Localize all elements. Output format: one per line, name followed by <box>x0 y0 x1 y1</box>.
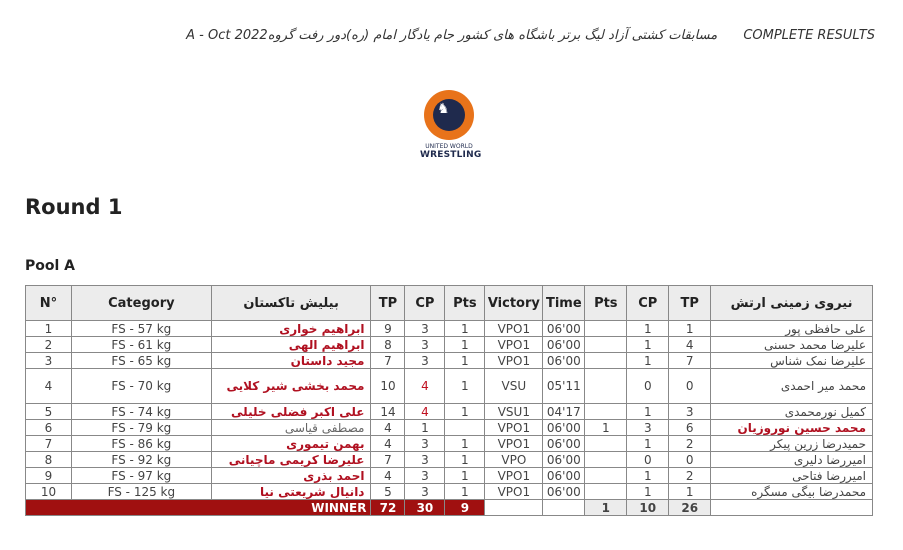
row-pts-right <box>585 484 627 500</box>
row-wrestler-left: بهمن تیموری <box>211 436 371 452</box>
row-number: 8 <box>26 452 72 468</box>
row-tp-right: 6 <box>669 420 711 436</box>
col-cp-right: CP <box>627 286 669 321</box>
row-number: 7 <box>26 436 72 452</box>
row-tp-right: 2 <box>669 468 711 484</box>
total-pts-left: 9 <box>445 500 485 516</box>
col-category: Category <box>71 286 211 321</box>
row-cp-right: 1 <box>627 484 669 500</box>
logo-line2: WRESTLING <box>420 150 482 160</box>
row-wrestler-left: دانیال شریعتی نیا <box>211 484 371 500</box>
row-cp-left: 3 <box>405 452 445 468</box>
col-time: Time <box>543 286 585 321</box>
table-row <box>26 484 873 500</box>
col-team-left: بیلیش تاکستان <box>211 286 371 321</box>
col-pts-right: Pts <box>585 286 627 321</box>
row-category: FS - 79 kg <box>71 420 211 436</box>
row-pts-left: 1 <box>445 337 485 353</box>
row-pts-right <box>585 404 627 420</box>
col-tp-right: TP <box>669 286 711 321</box>
row-category: FS - 125 kg <box>71 484 211 500</box>
row-category: FS - 57 kg <box>71 321 211 337</box>
totals-row <box>26 500 873 516</box>
row-wrestler-left: مصطفی قیاسی <box>211 420 371 436</box>
row-time: 06'00 <box>543 337 585 353</box>
table-row <box>26 321 873 337</box>
row-tp-left: 4 <box>371 436 405 452</box>
row-wrestler-left: ابراهیم الهی <box>211 337 371 353</box>
row-tp-right: 3 <box>669 404 711 420</box>
total-blank-victory <box>485 500 543 516</box>
row-time: 06'00 <box>543 436 585 452</box>
col-cp-left: CP <box>405 286 445 321</box>
table-row <box>26 337 873 353</box>
winner-label: WINNER <box>26 500 371 516</box>
row-tp-right: 4 <box>669 337 711 353</box>
logo-line1: UNITED WORLD <box>425 143 473 150</box>
row-pts-right <box>585 369 627 404</box>
row-pts-left: 1 <box>445 353 485 369</box>
row-time: 06'00 <box>543 321 585 337</box>
col-team-right: نیروی زمینی ارتش <box>711 286 873 321</box>
row-cp-right: 1 <box>627 353 669 369</box>
row-pts-right <box>585 337 627 353</box>
total-tp-left: 72 <box>371 500 405 516</box>
row-number: 4 <box>26 369 72 404</box>
row-cp-left: 3 <box>405 484 445 500</box>
row-tp-left: 4 <box>371 468 405 484</box>
table-row <box>26 452 873 468</box>
row-wrestler-left: علی اکبر فضلی خلیلی <box>211 404 371 420</box>
row-wrestler-left: مجید داستان <box>211 353 371 369</box>
row-wrestler-right: امیررضا دلیری <box>711 452 873 468</box>
row-tp-right: 1 <box>669 484 711 500</box>
row-cp-right: 0 <box>627 452 669 468</box>
row-category: FS - 74 kg <box>71 404 211 420</box>
row-cp-left: 4 <box>405 404 445 420</box>
row-tp-left: 9 <box>371 321 405 337</box>
table-row <box>26 436 873 452</box>
row-victory: VPO1 <box>485 436 543 452</box>
row-wrestler-right: علیرضا نمک شناس <box>711 353 873 369</box>
row-cp-right: 1 <box>627 468 669 484</box>
uww-logo <box>420 90 482 160</box>
row-wrestler-right: محمد میر احمدی <box>711 369 873 404</box>
row-category: FS - 86 kg <box>71 436 211 452</box>
row-cp-left: 3 <box>405 337 445 353</box>
row-number: 1 <box>26 321 72 337</box>
row-wrestler-right: محمدرضا بیگی مسگره <box>711 484 873 500</box>
table-row <box>26 369 873 404</box>
row-time: 06'00 <box>543 353 585 369</box>
row-victory: VPO1 <box>485 468 543 484</box>
row-time: 06'00 <box>543 420 585 436</box>
row-wrestler-right: کمیل نورمحمدی <box>711 404 873 420</box>
row-tp-left: 14 <box>371 404 405 420</box>
row-wrestler-left: احمد بذری <box>211 468 371 484</box>
row-tp-left: 4 <box>371 420 405 436</box>
row-number: 10 <box>26 484 72 500</box>
row-time: 05'11 <box>543 369 585 404</box>
row-victory: VPO1 <box>485 353 543 369</box>
row-victory: VPO1 <box>485 420 543 436</box>
row-pts-left: 1 <box>445 484 485 500</box>
row-pts-right <box>585 436 627 452</box>
row-tp-right: 0 <box>669 369 711 404</box>
table-row <box>26 353 873 369</box>
row-pts-left: 1 <box>445 404 485 420</box>
total-blank-team <box>711 500 873 516</box>
row-cp-left: 1 <box>405 420 445 436</box>
row-pts-right <box>585 468 627 484</box>
row-cp-right: 1 <box>627 321 669 337</box>
row-category: FS - 92 kg <box>71 452 211 468</box>
col-number: N° <box>26 286 72 321</box>
row-time: 04'17 <box>543 404 585 420</box>
table-row <box>26 468 873 484</box>
row-category: FS - 61 kg <box>71 337 211 353</box>
row-pts-right <box>585 321 627 337</box>
table-row <box>26 404 873 420</box>
row-pts-right <box>585 353 627 369</box>
row-cp-right: 1 <box>627 337 669 353</box>
row-wrestler-right: علیرضا محمد حسنی <box>711 337 873 353</box>
row-tp-left: 8 <box>371 337 405 353</box>
row-pts-left: 1 <box>445 468 485 484</box>
round-title: Round 1 <box>25 195 123 219</box>
header-row <box>26 286 873 321</box>
row-wrestler-left: محمد بخشی شیر کلایی <box>211 369 371 404</box>
row-victory: VPO1 <box>485 321 543 337</box>
row-wrestler-left: ابراهیم خواری <box>211 321 371 337</box>
total-pts-right: 1 <box>585 500 627 516</box>
row-tp-left: 7 <box>371 353 405 369</box>
row-cp-left: 3 <box>405 468 445 484</box>
row-pts-right: 1 <box>585 420 627 436</box>
row-tp-right: 7 <box>669 353 711 369</box>
col-victory: Victory <box>485 286 543 321</box>
row-pts-right <box>585 452 627 468</box>
total-tp-right: 26 <box>669 500 711 516</box>
row-category: FS - 97 kg <box>71 468 211 484</box>
row-cp-right: 3 <box>627 420 669 436</box>
row-pts-left <box>445 420 485 436</box>
row-cp-right: 1 <box>627 436 669 452</box>
row-victory: VPO1 <box>485 484 543 500</box>
row-number: 9 <box>26 468 72 484</box>
row-cp-left: 4 <box>405 369 445 404</box>
row-wrestler-right: علی حافظی پور <box>711 321 873 337</box>
row-tp-left: 10 <box>371 369 405 404</box>
row-pts-left: 1 <box>445 436 485 452</box>
row-victory: VSU1 <box>485 404 543 420</box>
page-header <box>186 28 875 43</box>
row-cp-right: 1 <box>627 404 669 420</box>
row-cp-right: 0 <box>627 369 669 404</box>
row-number: 6 <box>26 420 72 436</box>
col-pts-left: Pts <box>445 286 485 321</box>
row-pts-left: 1 <box>445 321 485 337</box>
row-time: 06'00 <box>543 468 585 484</box>
row-number: 2 <box>26 337 72 353</box>
total-blank-time <box>543 500 585 516</box>
total-cp-left: 30 <box>405 500 445 516</box>
row-tp-right: 0 <box>669 452 711 468</box>
row-wrestler-right: امیررضا فتاحی <box>711 468 873 484</box>
total-cp-right: 10 <box>627 500 669 516</box>
complete-results-label: COMPLETE RESULTS <box>743 28 875 43</box>
row-pts-left: 1 <box>445 452 485 468</box>
row-category: FS - 70 kg <box>71 369 211 404</box>
row-cp-left: 3 <box>405 353 445 369</box>
row-tp-right: 1 <box>669 321 711 337</box>
row-wrestler-right: حمیدرضا زرین پیکر <box>711 436 873 452</box>
event-title: مسابقات کشتی آزاد لیگ برتر باشگاه های کشور جام یادگار امام (ره)دور رفت گروهA - Oct 2022 <box>186 28 718 43</box>
row-category: FS - 65 kg <box>71 353 211 369</box>
wrestling-icon: ♞ <box>424 90 474 140</box>
row-number: 3 <box>26 353 72 369</box>
row-pts-left: 1 <box>445 369 485 404</box>
row-cp-left: 3 <box>405 436 445 452</box>
col-tp-left: TP <box>371 286 405 321</box>
row-victory: VSU <box>485 369 543 404</box>
row-tp-left: 7 <box>371 452 405 468</box>
row-tp-right: 2 <box>669 436 711 452</box>
row-victory: VPO <box>485 452 543 468</box>
row-number: 5 <box>26 404 72 420</box>
pool-title: Pool A <box>25 258 76 274</box>
results-table <box>25 285 873 516</box>
table-row <box>26 420 873 436</box>
row-cp-left: 3 <box>405 321 445 337</box>
row-time: 06'00 <box>543 484 585 500</box>
row-wrestler-right: محمد حسین نوروزیان <box>711 420 873 436</box>
row-wrestler-left: علیرضا کریمی ماچیانی <box>211 452 371 468</box>
row-victory: VPO1 <box>485 337 543 353</box>
row-tp-left: 5 <box>371 484 405 500</box>
row-time: 06'00 <box>543 452 585 468</box>
